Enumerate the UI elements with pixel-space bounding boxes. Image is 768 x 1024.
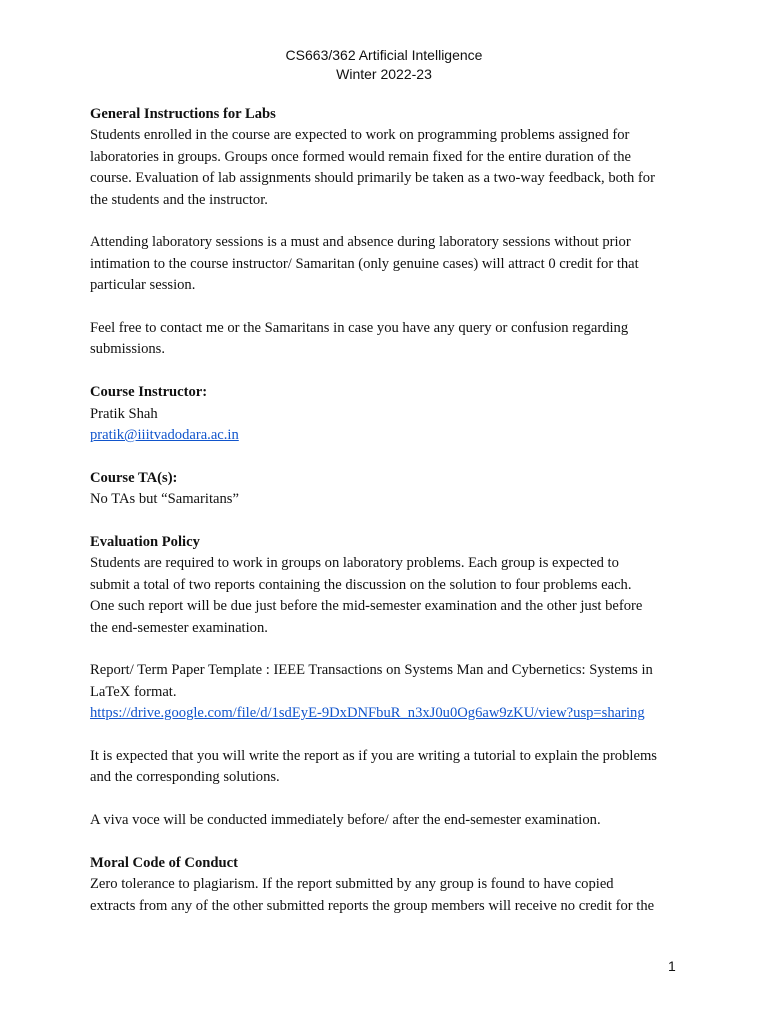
contact-paragraph bbox=[90, 318, 690, 361]
text-line: submissions. bbox=[90, 341, 166, 358]
ta-section bbox=[90, 468, 690, 511]
text-line: Report/ Term Paper Template : IEEE Transactions on Systems Man and Cybernetics: Systems in bbox=[90, 662, 653, 679]
template-link[interactable]: https://drive.google.com/file/d/1sdEyE-9DxDNFbuR_n3xJ0u0Og6aw9zKU/view?usp=sharing bbox=[90, 705, 645, 722]
text-line: LaTeX format. bbox=[90, 683, 177, 700]
text-line: submit a total of two reports containing the discussion on the solution to four problems each. bbox=[90, 576, 632, 593]
evaluation-section bbox=[90, 532, 690, 639]
ta-text: No TAs but “Samaritans” bbox=[90, 491, 239, 508]
template-paragraph bbox=[90, 660, 690, 724]
instructor-heading: Course Instructor: bbox=[90, 384, 208, 401]
attendance-paragraph bbox=[90, 232, 690, 296]
text-line: Students enrolled in the course are expected to work on programming problems assigned for bbox=[90, 127, 630, 144]
text-line: extracts from any of the other submitted reports the group members will receive no credit for the bbox=[90, 897, 655, 914]
instructor-email-link[interactable]: pratik@iiitvadodara.ac.in bbox=[90, 427, 239, 444]
evaluation-heading: Evaluation Policy bbox=[90, 534, 200, 551]
conduct-heading: Moral Code of Conduct bbox=[90, 855, 238, 872]
text-line: course. Evaluation of lab assignments should primarily be taken as a two-way feedback, both for bbox=[90, 170, 655, 187]
text-line: Attending laboratory sessions is a must and absence during laboratory sessions without prior bbox=[90, 234, 631, 251]
page-number: 1 bbox=[668, 958, 676, 974]
text-line: One such report will be due just before the mid-semester examination and the other just before bbox=[90, 598, 643, 615]
instructor-name: Pratik Shah bbox=[90, 405, 158, 422]
document-body bbox=[90, 104, 690, 939]
ta-heading: Course TA(s): bbox=[90, 469, 178, 486]
text-line: A viva voce will be conducted immediately before/ after the end-semester examination. bbox=[90, 812, 601, 829]
text-line: the end-semester examination. bbox=[90, 619, 268, 636]
course-title: CS663/362 Artificial Intelligence bbox=[285, 47, 483, 63]
text-line: It is expected that you will write the report as if you are writing a tutorial to explain the problems bbox=[90, 748, 657, 765]
text-line: and the corresponding solutions. bbox=[90, 769, 280, 786]
text-line: Zero tolerance to plagiarism. If the report submitted by any group is found to have copied bbox=[90, 876, 614, 893]
text-line: Feel free to contact me or the Samaritans in case you have any query or confusion regarding bbox=[90, 320, 629, 337]
conduct-section bbox=[90, 853, 690, 917]
text-line: intimation to the course instructor/ Samaritan (only genuine cases) will attract 0 credit for that bbox=[90, 255, 639, 272]
viva-paragraph bbox=[90, 810, 690, 831]
text-line: particular session. bbox=[90, 277, 196, 294]
general-instructions-section bbox=[90, 104, 690, 211]
text-line: laboratories in groups. Groups once formed would remain fixed for the entire duration of the bbox=[90, 148, 632, 165]
general-instructions-heading: General Instructions for Labs bbox=[90, 106, 276, 122]
course-term: Winter 2022-23 bbox=[336, 66, 432, 82]
text-line: Students are required to work in groups on laboratory problems. Each group is expected to bbox=[90, 555, 619, 572]
document-header bbox=[0, 46, 768, 84]
text-line: the students and the instructor. bbox=[90, 191, 268, 208]
tutorial-paragraph bbox=[90, 746, 690, 789]
instructor-section bbox=[90, 382, 690, 446]
